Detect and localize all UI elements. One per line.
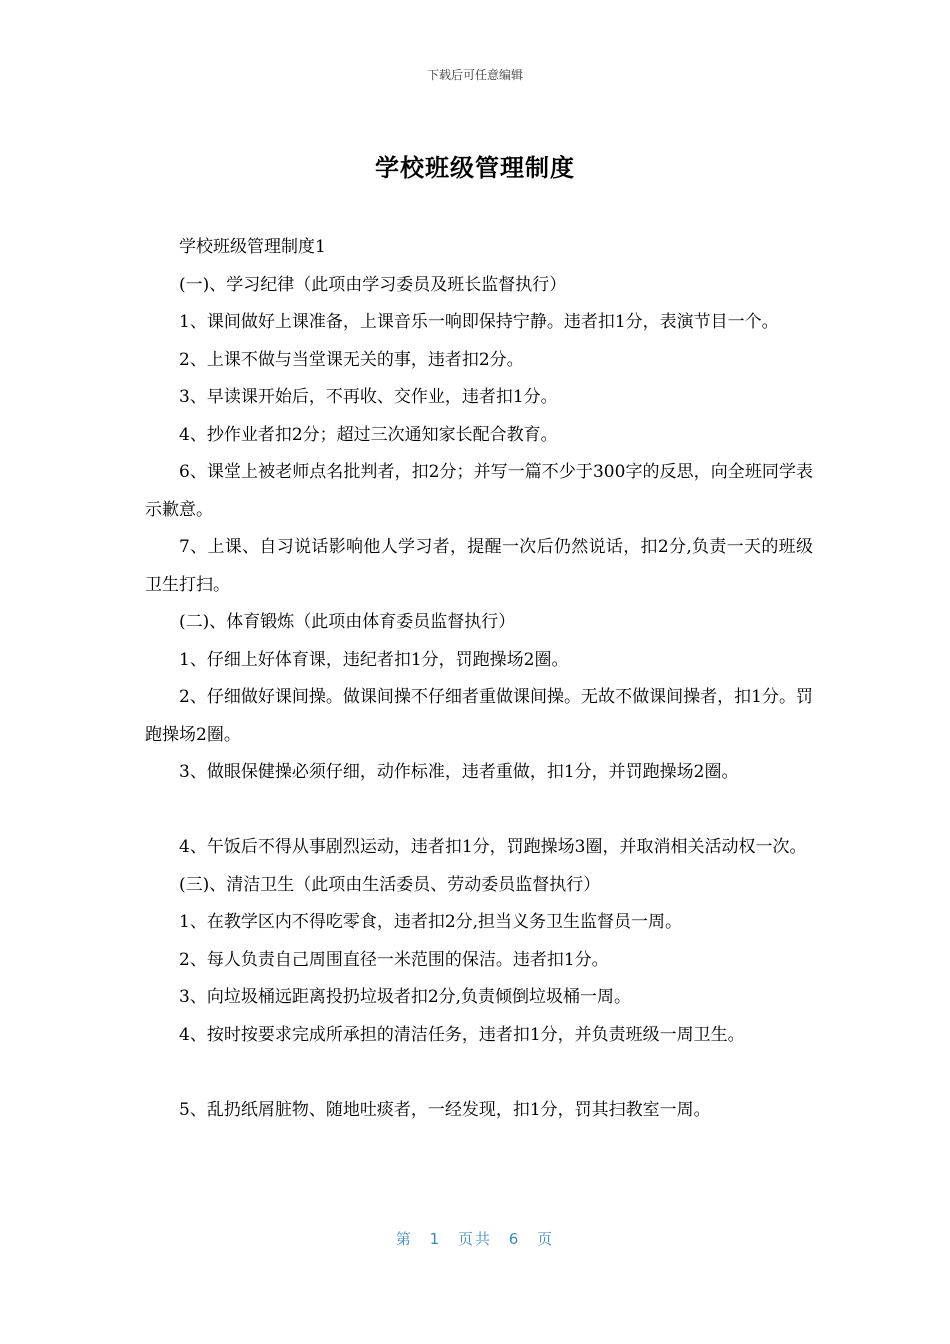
paragraph-rule: 4、午饭后不得从事剧烈运动，违者扣1分，罚跑操场3圈，并取消相关活动权一次。 xyxy=(179,837,807,857)
paragraph-rule: 4、按时按要求完成所承担的清洁任务，违者扣1分，并负责班级一周卫生。 xyxy=(179,1024,745,1045)
paragraph-rule: 1、在教学区内不得吃零食，违者扣2分,担当义务卫生监督员一周。 xyxy=(179,912,683,932)
paragraph-rule: 1、课间做好上课准备，上课音乐一响即保持宁静。违者扣1分，表演节目一个。 xyxy=(179,312,779,332)
document-title: 学校班级管理制度 xyxy=(375,154,575,182)
paragraph-rule: 5、乱扔纸屑脏物、随地吐痰者，一经发现，扣1分，罚其扫教室一周。 xyxy=(179,1099,711,1120)
paragraph-rule: 2、仔细做好课间操。做课间操不仔细者重做课间操。无故不做课间操者，扣1分。罚跑操场2圈。 xyxy=(145,687,813,745)
paragraph-rule: 1、仔细上好体育课，违纪者扣1分，罚跑操场2圈。 xyxy=(179,649,569,670)
paragraph-rule: 3、做眼保健操必须仔细，动作标准，违者重做，扣1分，并罚跑操场2圈。 xyxy=(179,762,739,782)
paragraph-rule: 3、早读课开始后，不再收、交作业，违者扣1分。 xyxy=(179,387,558,407)
paragraph-rule: 3、向垃圾桶远距离投扔垃圾者扣2分,负责倾倒垃圾桶一周。 xyxy=(179,987,632,1007)
paragraph-rule: 2、上课不做与当堂课无关的事，违者扣2分。 xyxy=(179,349,524,370)
paragraph-study-discipline-heading: (一)、学习纪律（此项由学习委员及班长监督执行） xyxy=(179,274,567,295)
paragraph-sports-heading: (二)、体育锻炼（此项由体育委员监督执行） xyxy=(179,612,516,632)
page-header-note: 下载后可任意编辑 xyxy=(426,68,523,82)
paragraph-rule: 7、上课、自习说话影响他人学习者，提醒一次后仍然说话，扣2分,负责一天的班级卫生打扫。 xyxy=(145,537,813,595)
paragraph-hygiene-heading: (三)、清洁卫生（此项由生活委员、劳动委员监督执行） xyxy=(179,874,601,895)
paragraph-rule: 4、抄作业者扣2分；超过三次通知家长配合教育。 xyxy=(179,424,558,445)
page-number-footer: 第 1 页共 6 页 xyxy=(395,1230,555,1248)
paragraph-section-heading: 学校班级管理制度1 xyxy=(179,237,326,257)
paragraph-rule: 6、课堂上被老师点名批判者，扣2分；并写一篇不少于300字的反思，向全班同学表示歉意。 xyxy=(145,462,813,520)
document-body xyxy=(145,229,813,1129)
paragraph-rule: 2、每人负责自己周围直径一米范围的保洁。违者扣1分。 xyxy=(179,949,609,970)
